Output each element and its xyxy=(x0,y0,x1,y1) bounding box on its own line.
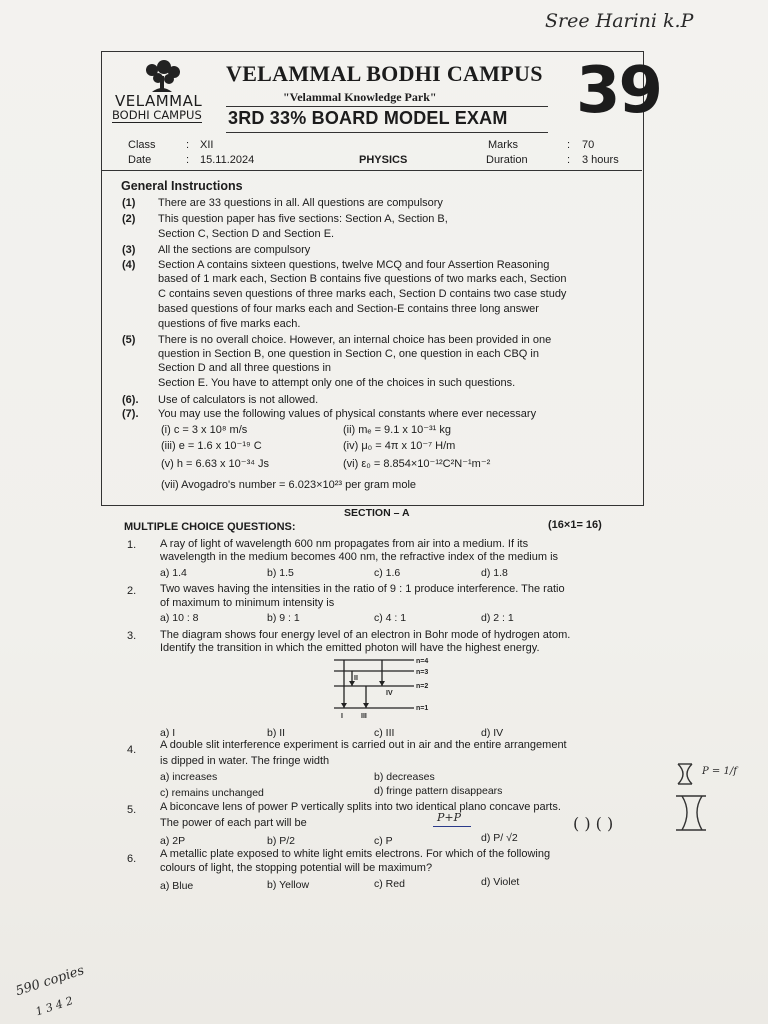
constant-value: (i) c = 3 x 10⁸ m/s xyxy=(161,424,248,436)
handwritten-name: Sree Harini k.P xyxy=(545,10,694,32)
level-label: n=4 xyxy=(416,658,429,665)
school-name: VELAMMAL BODHI CAMPUS xyxy=(226,61,543,86)
option: d) 1.8 xyxy=(481,567,508,579)
option: b) 1.5 xyxy=(267,567,294,579)
option: a) 2P xyxy=(160,835,186,847)
section-title: SECTION – A xyxy=(344,507,410,519)
option: b) 9 : 1 xyxy=(267,612,300,624)
option: c) P xyxy=(374,835,393,847)
question-number: 5. xyxy=(127,804,137,816)
exam-title: 3RD 33% BOARD MODEL EXAM xyxy=(228,108,508,128)
constant-value: (iii) e = 1.6 x 10⁻¹⁹ C xyxy=(161,440,262,452)
tree-logo-icon xyxy=(138,58,184,94)
option: b) Yellow xyxy=(267,879,310,891)
level-label: n=2 xyxy=(416,683,429,690)
constant-value: (ii) mₑ = 9.1 x 10⁻³¹ kg xyxy=(343,424,452,436)
option: a) I xyxy=(160,727,176,739)
class-value: XII xyxy=(200,139,214,151)
option: d) 2 : 1 xyxy=(481,612,514,624)
instruction-number: (3) xyxy=(122,244,136,256)
question-number: 3. xyxy=(127,630,137,642)
option: b) II xyxy=(267,727,286,739)
option: c) III xyxy=(374,727,395,739)
marks-label: Marks xyxy=(488,139,518,151)
constant-value: (vi) ε₀ = 8.854×10⁻¹²C²N⁻¹m⁻² xyxy=(343,458,491,470)
mcq-title: MULTIPLE CHOICE QUESTIONS: xyxy=(124,521,296,533)
instruction-number: (7). xyxy=(122,408,139,420)
instruction-number: (4) xyxy=(122,259,136,271)
option: c) Red xyxy=(374,878,405,890)
constant-value: (vii) Avogadro's number = 6.023×10²³ per gram mole xyxy=(161,479,417,491)
instruction-text: You may use the following values of physical constants where ever necessary xyxy=(158,408,537,420)
instruction-text: C contains seven questions of three marks each, Section D contains two case study xyxy=(158,288,567,300)
option: c) 4 : 1 xyxy=(374,612,407,624)
handwritten-copies-count: 1 3 4 2 xyxy=(34,994,75,1019)
date-label: Date xyxy=(128,154,152,166)
question-text: Identify the transition in which the emitted photon will have the highest energy. xyxy=(160,642,540,654)
instruction-text: All the sections are compulsory xyxy=(158,244,311,256)
option: d) IV xyxy=(481,727,504,739)
energy-level-diagram xyxy=(330,653,440,721)
option: d) fringe pattern disappears xyxy=(374,785,503,797)
question-text: A metallic plate exposed to white light emits electrons. For which of the following xyxy=(160,848,551,860)
level-label: n=3 xyxy=(416,669,429,676)
instruction-text: based questions of four marks each and Section-E contains three long answer xyxy=(158,303,539,315)
constant-value: (v) h = 6.63 x 10⁻³⁴ Js xyxy=(161,458,270,470)
question-number: 2. xyxy=(127,585,137,597)
option: d) Violet xyxy=(481,876,520,888)
handwritten-power-note: P+P xyxy=(437,811,462,824)
transition-label: II xyxy=(354,675,358,682)
instruction-text: Section E. You have to attempt only one of the choices in such questions. xyxy=(158,377,516,389)
duration-label: Duration xyxy=(486,154,528,166)
option: c) 1.6 xyxy=(374,567,401,579)
question-text: is dipped in water. The fringe width xyxy=(160,755,330,767)
instruction-text: There is no overall choice. However, an internal choice has been provided in one xyxy=(158,334,552,346)
subject: PHYSICS xyxy=(359,154,408,166)
class-label: Class xyxy=(128,139,156,151)
question-text: A double slit interference experiment is carried out in air and the entire arrangement xyxy=(160,739,567,751)
instructions-title: General Instructions xyxy=(121,179,243,193)
instruction-text: This question paper has five sections: Section A, Section B, xyxy=(158,213,448,225)
section-marks: (16×1= 16) xyxy=(548,519,602,531)
duration-value: 3 hours xyxy=(582,154,619,166)
handwritten-copies: 590 copies xyxy=(14,963,87,1000)
question-text: A biconcave lens of power P vertically splits into two identical plano concave parts. xyxy=(160,801,561,813)
instruction-text: based of 1 mark each, Section B contains five questions of two marks each, Section xyxy=(158,273,567,285)
date-value: 15.11.2024 xyxy=(200,154,255,166)
logo-text-velammal: VELAMMAL xyxy=(115,92,203,110)
instruction-text: Section A contains sixteen questions, twelve MCQ and four Assertion Reasoning xyxy=(158,259,550,271)
question-number: 4. xyxy=(127,744,137,756)
exam-paper: Sree Harini k.P VELAMMAL BODHI CAMPUS VELAMMAL BODHI CAMPUS "Velammal Knowledge Park" 3RD 33% BOARD MODEL EXAM 39 Class : XII Date : 15.11.2024 PHYSICS Marks : 70 Duration : 3 hours General Instructions (1) There are 33 questions in all. All questions are compulsory (2) This question paper has five sections: Section A, Section B, Section C, Section D and Section E. (3) All the sections are compulsory (4) Section A contains sixteen questions, twelve MCQ and four Assertion Reasoning based of 1 mark each, Section B contains five questions of two marks each, Section C contains seven questions of three marks each, Section D contains two case study based questions of four marks each and Section-E contains three long answer questions of five marks each. (5) There is no overall choice. However, an internal choice has been provided in one question in Section B, one question in Section C, one question in each CBQ in Section D and all three questions in Section E. You have to attempt only one of the choices in such questions. (6). Use of calculators is not allowed. (7). You may use the following values of physical constants where ever necessary (i) c = 3 x 10⁸ m/s (ii) mₑ = 9.1 x 10⁻³¹ kg (iii) e = 1.6 x 10⁻¹⁹ C (iv) μ₀ = 4π x 10⁻⁷ H/m (v) h = 6.63 x 10⁻³⁴ Js (vi) ε₀ = 8.854×10⁻¹²C²N⁻¹m⁻² (vii) Avogadro's number = 6.023×10²³ per gram mole SECTION – A MULTIPLE CHOICE QUESTIONS: (16×1= 16) 1. A ray of light of wavelength 600 nm propagates from air into a medium. If its wavelength in the medium becomes 400 nm, the refractive index of the medium is a) 1.4 b) 1.5 c) 1.6 d) 1.8 2. Two waves having the intensities in the ratio of 9 : 1 produce interference. The ratio of maximum to minimum intensity is a) 10 : 8 b) 9 : 1 c) 4 : 1 d) 2 : 1 3. The diagram shows four energy level of an electron in Bohr mode of hydrogen atom. Identify the transition in which the emitted photon will have the highest energy. n=4 n=3 n=2 n=1 II IV I III a) I b) II c) III d) IV 4. A double slit interference experiment is carried out in air and the entire arrangement is dipped in water. The fringe width a) increases b) decreases c) remains unchanged d) fringe pattern disappears 5. A biconcave lens of power P vertically splits into two identical plano concave parts. The power of each part will be P+P a) 2P b) P/2 c) P d) P/ √2 ( ) ( ) 6. A metallic plate exposed to white light emits electrons. For which of the following colours of light, the stopping potential will be maximum? a) Blue b) Yellow c) Red d) Violet P = 1/f 590 copies 1 3 4 2 xyxy=(0,0,768,1024)
transition-label: IV xyxy=(386,690,393,697)
question-text: of maximum to minimum intensity is xyxy=(160,597,335,609)
question-number: 6. xyxy=(127,853,137,865)
instruction-text: question in Section B, one question in Section C, one question in each CBQ in xyxy=(158,348,539,360)
school-tagline: "Velammal Knowledge Park" xyxy=(283,90,437,104)
question-text: wavelength in the medium becomes 400 nm, the refractive index of the medium is xyxy=(160,551,559,563)
logo-text-bodhi: BODHI CAMPUS xyxy=(112,108,202,122)
option: b) P/2 xyxy=(267,835,296,847)
question-text: The diagram shows four energy level of an electron in Bohr mode of hydrogen atom. xyxy=(160,629,571,641)
question-text: A ray of light of wavelength 600 nm propagates from air into a medium. If its xyxy=(160,538,529,550)
instruction-text: There are 33 questions in all. All questions are compulsory xyxy=(158,197,443,209)
transition-label: III xyxy=(361,713,367,720)
instruction-number: (5) xyxy=(122,334,136,346)
instruction-number: (1) xyxy=(122,197,136,209)
handwritten-margin-note: P = 1/f xyxy=(702,766,737,777)
question-text: The power of each part will be xyxy=(160,817,307,829)
option: a) increases xyxy=(160,771,218,783)
option: a) 1.4 xyxy=(160,567,187,579)
instruction-text: questions of five marks each. xyxy=(158,318,301,330)
option: d) P/ √2 xyxy=(481,832,518,844)
marks-value: 70 xyxy=(582,139,595,151)
handwritten-lens-sketch: ( ) ( ) xyxy=(573,814,614,833)
constant-value: (iv) μ₀ = 4π x 10⁻⁷ H/m xyxy=(343,440,456,452)
question-number: 1. xyxy=(127,539,137,551)
question-text: Two waves having the intensities in the ratio of 9 : 1 produce interference. The ratio xyxy=(160,583,565,595)
option: c) remains unchanged xyxy=(160,787,264,799)
option: a) 10 : 8 xyxy=(160,612,199,624)
question-text: colours of light, the stopping potential will be maximum? xyxy=(160,862,433,874)
option: b) decreases xyxy=(374,771,435,783)
instruction-text: Section C, Section D and Section E. xyxy=(158,228,335,240)
transition-label: I xyxy=(341,713,343,720)
level-label: n=1 xyxy=(416,705,429,712)
badge-number: 39 xyxy=(576,54,662,128)
option: a) Blue xyxy=(160,880,194,892)
instruction-text: Use of calculators is not allowed. xyxy=(158,394,319,406)
instruction-number: (6). xyxy=(122,394,139,406)
instruction-text: Section D and all three questions in xyxy=(158,362,332,374)
instruction-number: (2) xyxy=(122,213,136,225)
